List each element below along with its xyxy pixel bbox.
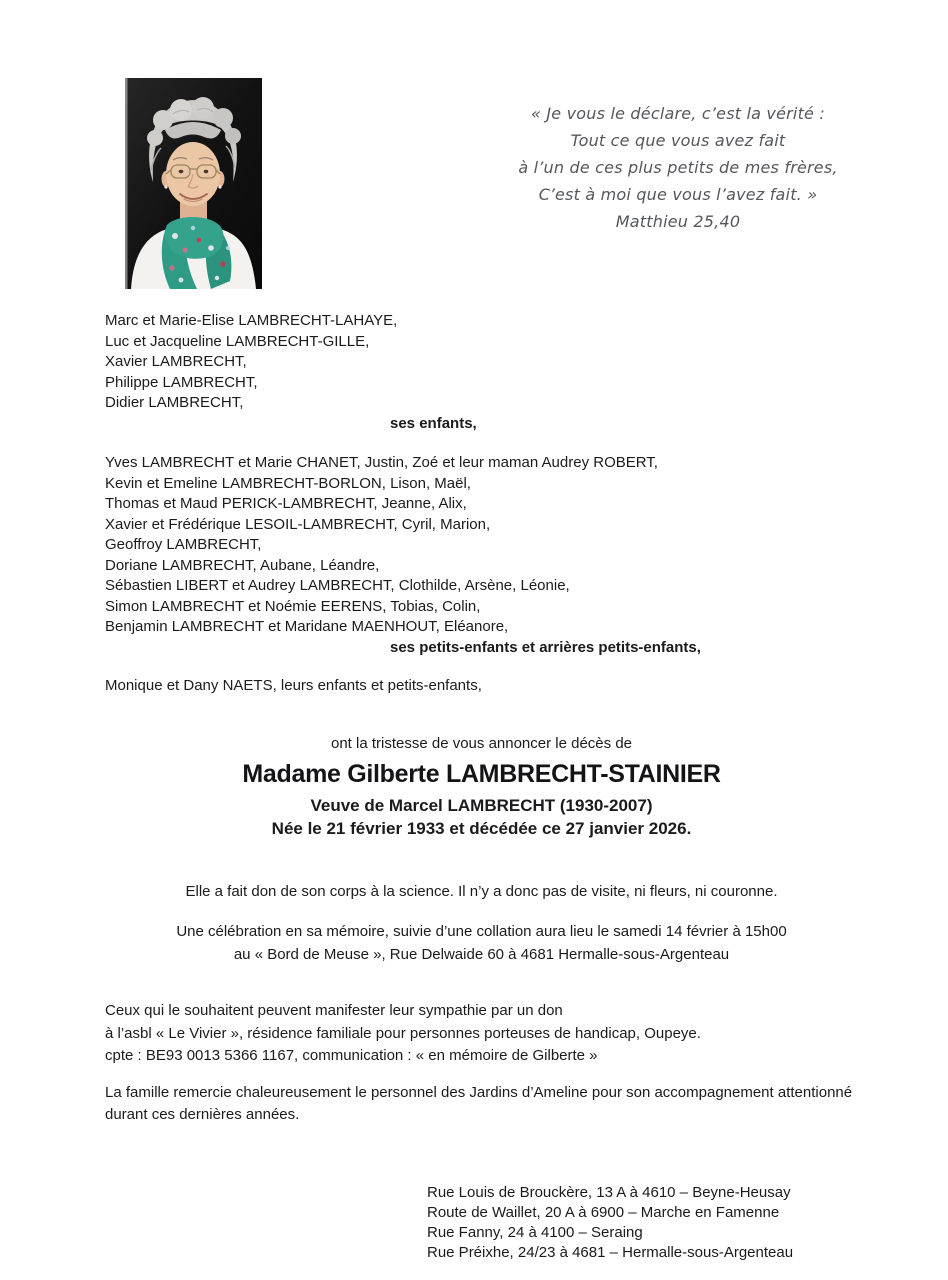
quote-line: C’est à moi que vous l’avez fait. » <box>538 185 818 204</box>
quote-line: « Je vous le déclare, c’est la vérité : <box>531 104 825 123</box>
dates-line: Née le 21 février 1933 et décédée ce 27 janvier 2026. <box>271 818 692 838</box>
name-line: Xavier LAMBRECHT, <box>105 353 247 370</box>
quote-line: Tout ce que vous avez fait <box>570 131 786 150</box>
quote-lines <box>483 100 873 208</box>
address-line: Rue Préixhe, 24/23 à 4681 – Hermalle-sous-Argenteau <box>427 1243 794 1261</box>
scripture-quote <box>483 100 873 235</box>
grandchildren-section <box>105 453 858 658</box>
address-line: Rue Fanny, 24 à 4100 – Seraing <box>427 1223 643 1241</box>
name-line: Benjamin LAMBRECHT et Maridane MAENHOUT, Eléanore, <box>105 618 509 635</box>
thanks-notice: La famille remercie chaleureusement le personnel des Jardins d’Ameline pour son accompagnement attentionné durant ces dernières années. <box>105 1083 853 1123</box>
quote-attribution: Matthieu 25,40 <box>615 212 741 231</box>
name-line: Yves LAMBRECHT et Marie CHANET, Justin, Zoé et leur maman Audrey ROBERT, <box>105 454 658 471</box>
family-line: Monique et Dany NAETS, leurs enfants et petits-enfants, <box>105 677 482 694</box>
name-line: Sébastien LIBERT et Audrey LAMBRECHT, Clothilde, Arsène, Léonie, <box>105 577 570 594</box>
name-line: Doriane LAMBRECHT, Aubane, Léandre, <box>105 556 380 574</box>
widow-line: Veuve de Marcel LAMBRECHT (1930-2007) <box>310 795 653 815</box>
pearl-earring <box>164 185 167 188</box>
address-line: Route de Waillet, 20 A à 6900 – Marche en Famenne <box>427 1203 780 1221</box>
donation-line: à l’asbl « Le Vivier », résidence familiale pour personnes porteuses de handicap, Oupeye. <box>105 1024 701 1042</box>
address-line: Rue Louis de Brouckère, 13 A à 4610 – Beyne-Heusay <box>427 1183 791 1201</box>
donation-line: Ceux qui le souhaitent peuvent manifester leur sympathie par un don <box>105 1002 563 1019</box>
addresses <box>427 1183 858 1263</box>
donation-line: cpte : BE93 0013 5366 1167, communication : « en mémoire de Gilberte » <box>105 1047 598 1064</box>
children-section <box>105 311 858 434</box>
quote-line: à l’un de ces plus petits de mes frères, <box>518 158 838 177</box>
name-line: Kevin et Emeline LAMBRECHT-BORLON, Lison, Maël, <box>105 474 471 492</box>
announcement-intro: ont la tristesse de vous annoncer le décès de <box>330 734 633 752</box>
portrait-photo <box>125 78 262 289</box>
children-names <box>105 311 858 414</box>
portrait-illustration <box>125 78 262 289</box>
celebration-line: au « Bord de Meuse », Rue Delwaide 60 à 4681 Hermalle-sous-Argenteau <box>233 945 730 963</box>
name-line: Simon LAMBRECHT et Noémie EERENS, Tobias, Colin, <box>105 597 481 615</box>
name-line: Philippe LAMBRECHT, <box>105 373 258 391</box>
header <box>105 78 858 289</box>
grandchildren-names <box>105 453 858 638</box>
name-line: Xavier et Frédérique LESOIL-LAMBRECHT, Cyril, Marion, <box>105 515 491 533</box>
name-line: Luc et Jacqueline LAMBRECHT-GILLE, <box>105 332 370 350</box>
celebration-line: Une célébration en sa mémoire, suivie d’une collation aura lieu le samedi 14 février à 15h00 <box>176 923 787 940</box>
grandchildren-label: ses petits-enfants et arrières petits-enfants, <box>390 638 701 656</box>
name-line: Didier LAMBRECHT, <box>105 394 244 411</box>
children-label: ses enfants, <box>390 414 477 432</box>
science-notice: Elle a fait don de son corps à la science. Il n’y a donc pas de visite, ni fleurs, ni couronne. <box>185 882 778 900</box>
donation-notice <box>105 1000 858 1068</box>
celebration-notice <box>105 921 858 966</box>
pearl-earring <box>218 185 221 188</box>
announcement <box>105 733 858 840</box>
deceased-name: Madame Gilberte LAMBRECHT-STAINIER <box>242 759 721 788</box>
name-line: Marc et Marie-Elise LAMBRECHT-LAHAYE, <box>105 312 398 329</box>
name-line: Thomas et Maud PERICK-LAMBRECHT, Jeanne, Alix, <box>105 495 467 512</box>
name-line: Geoffroy LAMBRECHT, <box>105 536 262 553</box>
